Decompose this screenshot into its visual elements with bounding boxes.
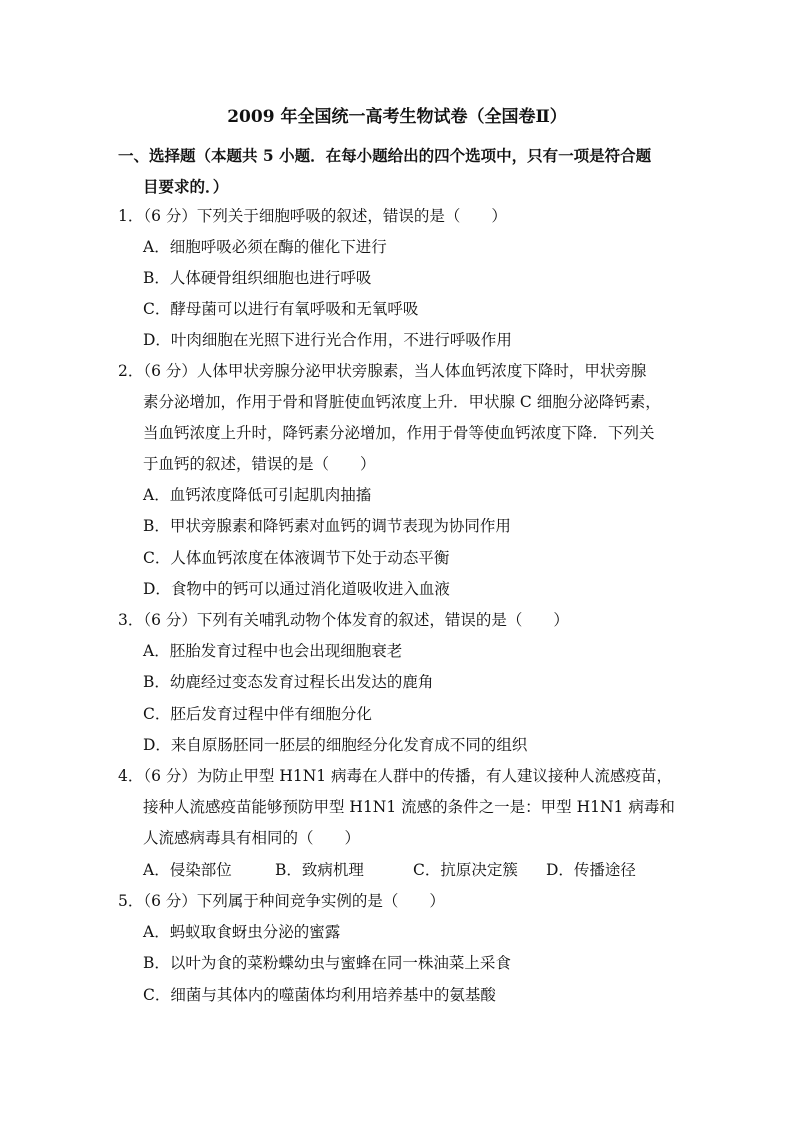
question-1-stem: 1．（6 分）下列关于细胞呼吸的叙述，错误的是（ ） [118, 207, 507, 225]
question-2-option-b: B．甲状旁腺素和降钙素对血钙的调节表现为协同作用 [143, 517, 511, 535]
question-4-options-row [143, 855, 703, 886]
question-2-stem-line-2: 素分泌增加，作用于骨和肾脏使血钙浓度上升．甲状腺 C 细胞分泌降钙素， [143, 393, 661, 411]
question-2-option-d: D．食物中的钙可以通过消化道吸收进入血液 [143, 580, 450, 598]
question-4-stem-line-1: 4．（6 分）为防止甲型 H1N1 病毒在人群中的传播，有人建议接种人流感疫苗， [118, 767, 673, 785]
question-2-stem-line-4: 于血钙的叙述，错误的是（ ） [143, 455, 376, 473]
section-heading-line-2: 目要求的．） [143, 177, 229, 196]
question-2-stem-line-1: 2．（6 分）人体甲状旁腺分泌甲状旁腺素，当人体血钙浓度下降时，甲状旁腺 [118, 362, 647, 380]
question-3-option-a: A．胚胎发育过程中也会出现细胞衰老 [143, 642, 403, 660]
section-heading-line-1: 一、选择题（本题共 5 小题．在每小题给出的四个选项中，只有一项是符合题 [118, 146, 652, 165]
question-5-stem: 5．（6 分）下列属于种间竞争实例的是（ ） [118, 892, 445, 910]
question-3-option-c: C．胚后发育过程中伴有细胞分化 [143, 705, 372, 723]
question-5-option-a: A．蚂蚁取食蚜虫分泌的蜜露 [143, 923, 341, 941]
question-4-option-d: D．传播途径 [546, 861, 636, 879]
page-title: 2009 年全国统一高考生物试卷（全国卷Ⅱ） [227, 107, 567, 127]
question-1-option-c: C．酵母菌可以进行有氧呼吸和无氧呼吸 [143, 300, 419, 318]
question-4-stem-line-3: 人流感病毒具有相同的（ ） [143, 829, 361, 847]
question-5-option-b: B．以叶为食的菜粉蝶幼虫与蜜蜂在同一株油菜上采食 [143, 954, 511, 972]
question-3-option-d: D．来自原肠胚同一胚层的细胞经分化发育成不同的组织 [143, 736, 528, 754]
question-3-stem: 3．（6 分）下列有关哺乳动物个体发育的叙述，错误的是（ ） [118, 611, 569, 629]
question-5-option-c: C．细菌与其体内的噬菌体均利用培养基中的氨基酸 [143, 986, 496, 1004]
question-4-stem-line-2: 接种人流感疫苗能够预防甲型 H1N1 流感的条件之一是：甲型 H1N1 病毒和 [143, 798, 675, 816]
question-4-option-b: B．致病机理 [275, 861, 364, 879]
question-2-option-c: C．人体血钙浓度在体液调节下处于动态平衡 [143, 549, 450, 567]
question-1-option-b: B．人体硬骨组织细胞也进行呼吸 [143, 269, 372, 287]
question-4-option-c: C．抗原决定簇 [413, 861, 518, 879]
question-3-option-b: B．幼鹿经过变态发育过程长出发达的鹿角 [143, 673, 434, 691]
question-1-option-a: A．细胞呼吸必须在酶的催化下进行 [143, 238, 387, 256]
question-1-option-d: D．叶肉细胞在光照下进行光合作用，不进行呼吸作用 [143, 331, 512, 349]
question-4-option-a: A．侵染部位 [143, 861, 232, 879]
question-2-option-a: A．血钙浓度降低可引起肌肉抽搐 [143, 486, 372, 504]
question-2-stem-line-3: 当血钙浓度上升时，降钙素分泌增加，作用于骨等使血钙浓度下降．下列关 [143, 424, 655, 442]
